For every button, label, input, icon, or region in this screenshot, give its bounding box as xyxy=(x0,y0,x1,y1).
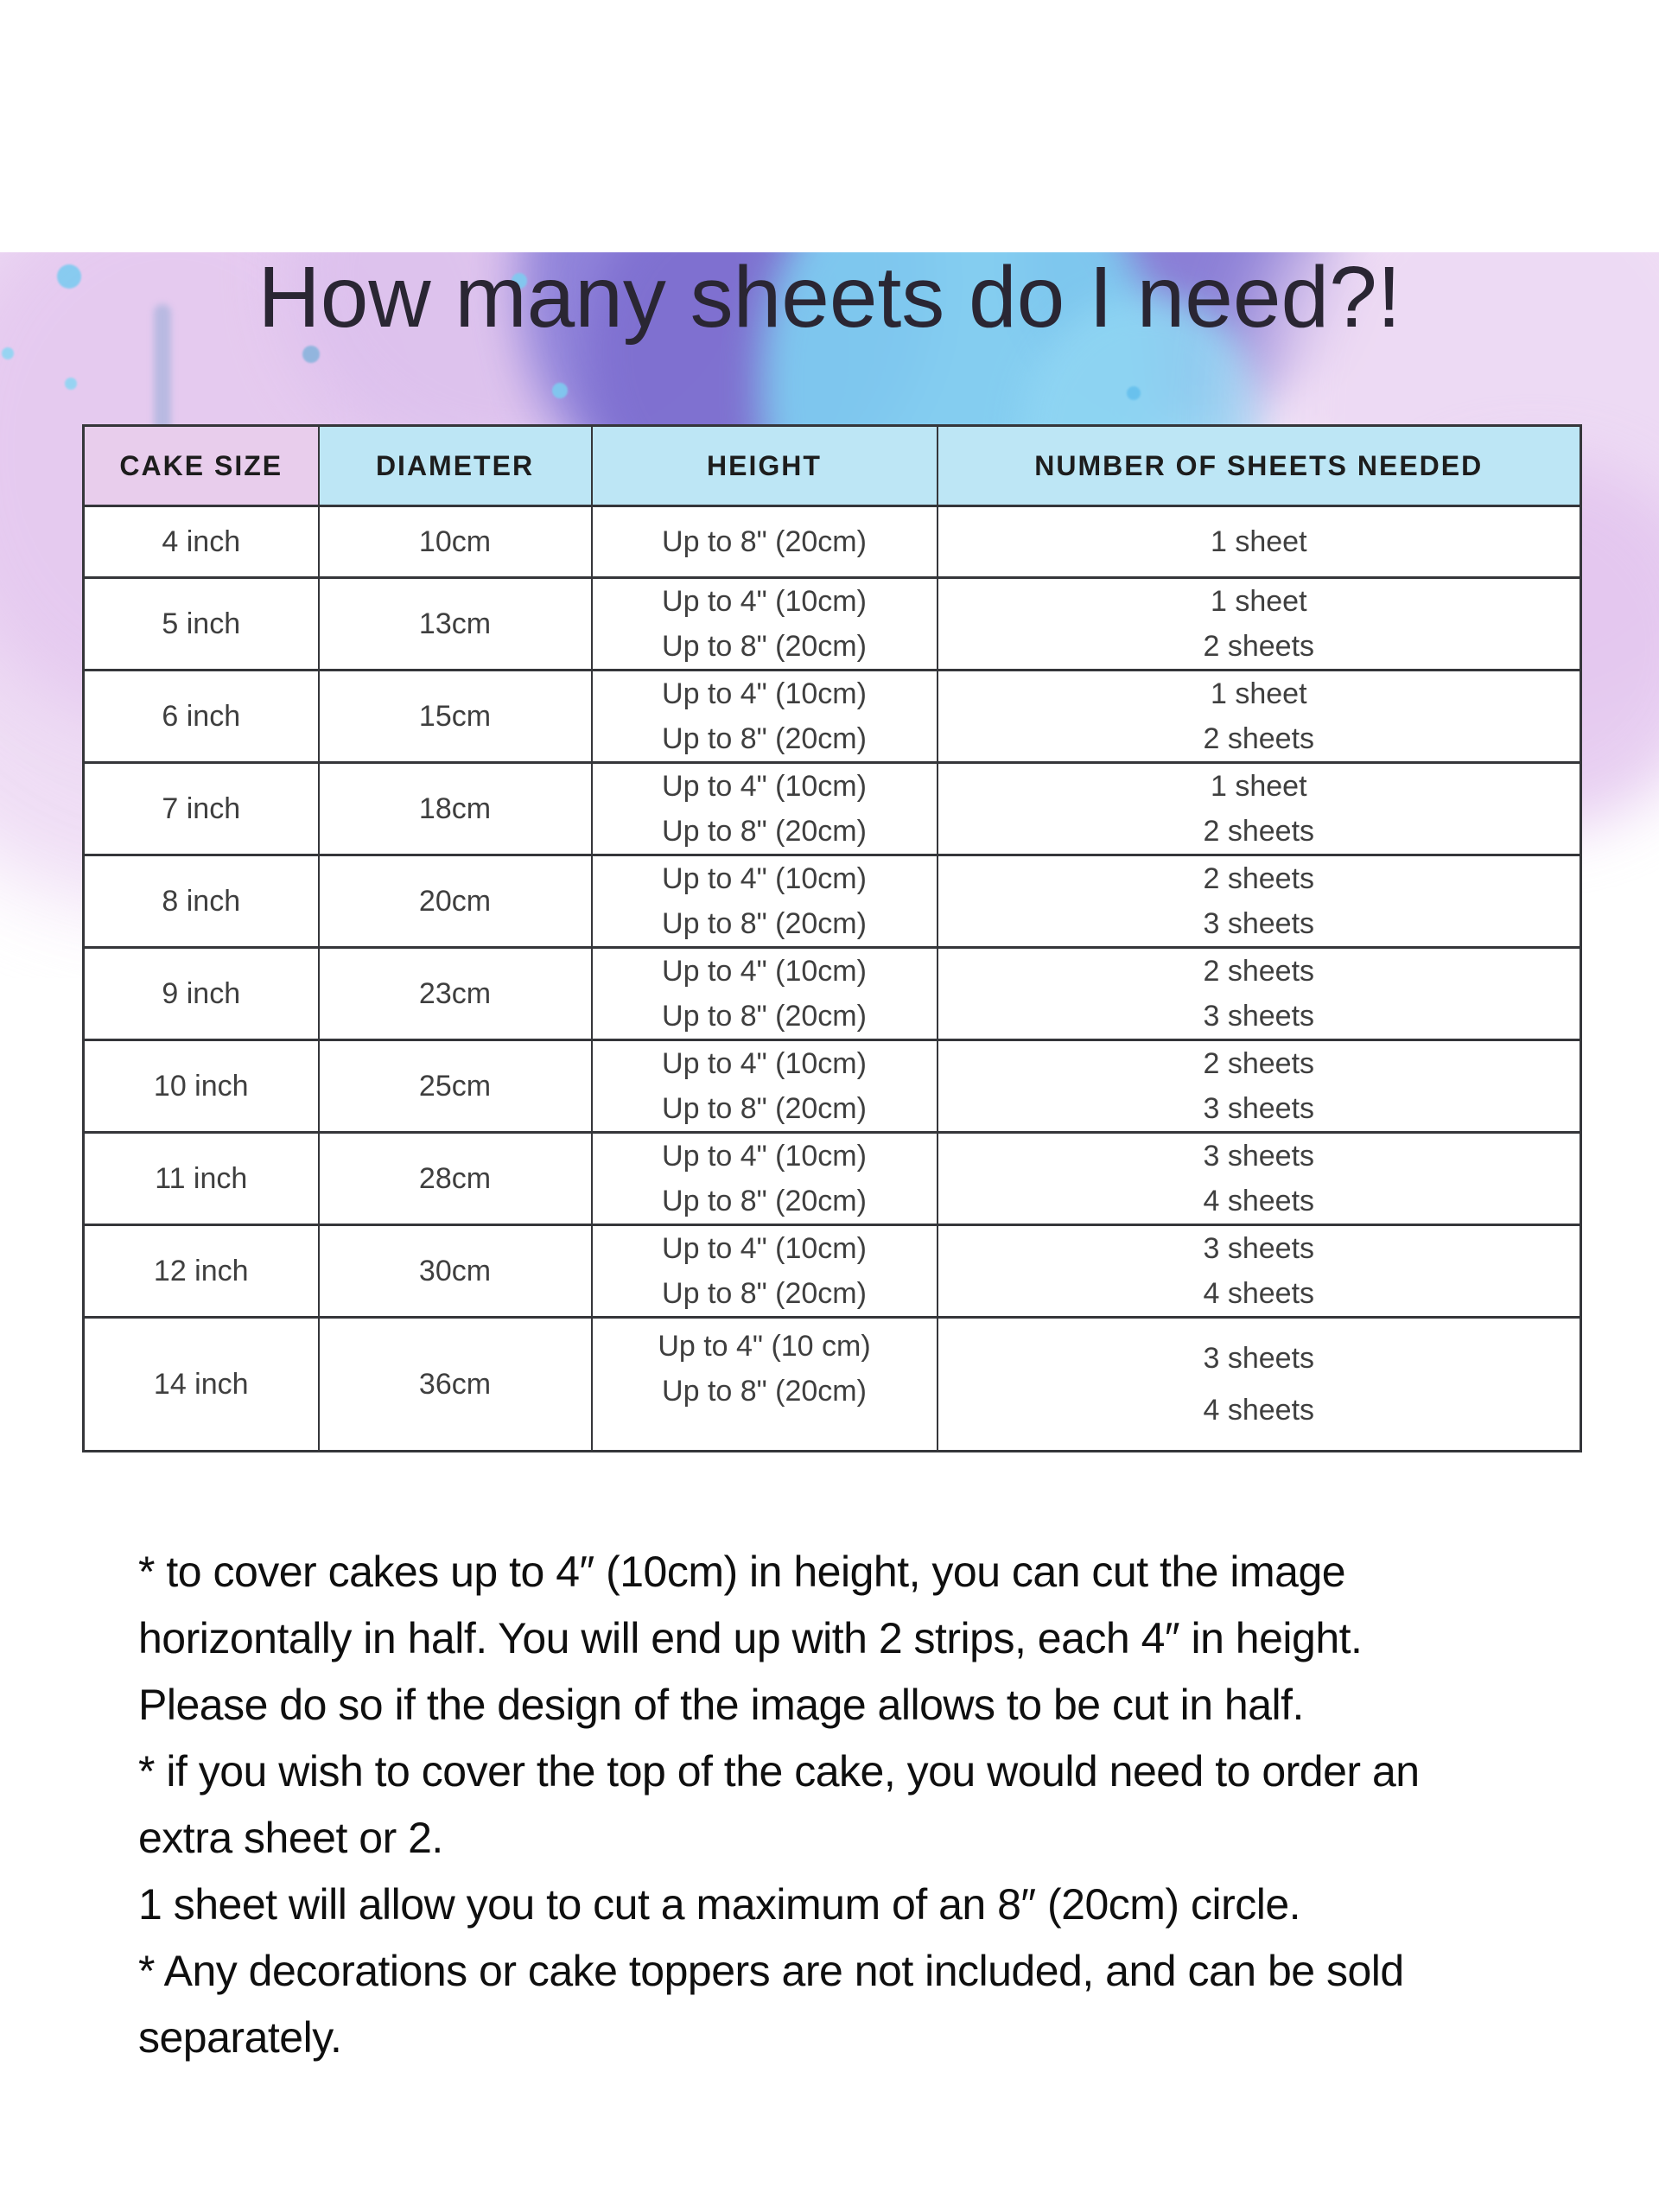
document-content xyxy=(0,249,1659,2071)
height-line: Up to 8" (20cm) xyxy=(662,815,867,848)
diameter-cell: 36cm xyxy=(319,1318,592,1452)
cake-size-cell: 14 inch xyxy=(84,1318,319,1452)
table-row xyxy=(84,1133,1581,1225)
sheets-needed-table xyxy=(82,424,1582,1452)
height-line: Up to 4" (10cm) xyxy=(662,677,867,710)
sheets-lines xyxy=(938,671,1580,761)
sheets-lines xyxy=(938,1226,1580,1316)
diameter-cell: 28cm xyxy=(319,1133,592,1225)
sheets-needed-cell xyxy=(938,578,1581,671)
note-line: horizontally in half. You will end up with 2 strips, each 4″ in height. xyxy=(138,1614,1363,1662)
height-cell xyxy=(592,1040,938,1133)
diameter-cell: 23cm xyxy=(319,948,592,1040)
height-line: Up to 4" (10cm) xyxy=(662,1232,867,1265)
height-cell xyxy=(592,1133,938,1225)
sheets-needed-cell xyxy=(938,855,1581,948)
height-cell xyxy=(592,506,938,578)
height-lines xyxy=(593,1134,937,1224)
sheets-line: 3 sheets xyxy=(1203,1092,1315,1125)
cake-size-cell: 6 inch xyxy=(84,671,319,763)
height-line: Up to 8" (20cm) xyxy=(662,1092,867,1125)
cake-size-cell: 11 inch xyxy=(84,1133,319,1225)
sheets-lines xyxy=(938,949,1580,1039)
sheets-line: 1 sheet xyxy=(1210,770,1307,803)
sheets-needed-cell xyxy=(938,671,1581,763)
table-row xyxy=(84,1225,1581,1318)
table-row xyxy=(84,763,1581,855)
note-line: * Any decorations or cake toppers are not included, and can be sold xyxy=(138,1947,1404,1995)
height-line: Up to 8" (20cm) xyxy=(662,525,867,558)
sheets-needed-cell xyxy=(938,1040,1581,1133)
sheets-line: 3 sheets xyxy=(1203,1232,1315,1265)
sheets-line: 2 sheets xyxy=(1203,630,1315,663)
height-lines xyxy=(593,1041,937,1131)
sheets-line: 2 sheets xyxy=(1203,862,1315,895)
height-line: Up to 8" (20cm) xyxy=(662,630,867,663)
height-lines xyxy=(593,671,937,761)
table-header-row xyxy=(84,426,1581,506)
header-diameter: DIAMETER xyxy=(319,426,592,506)
table-row xyxy=(84,506,1581,578)
header-sheets-needed: NUMBER OF SHEETS NEEDED xyxy=(938,426,1581,506)
height-cell xyxy=(592,1225,938,1318)
sheets-lines xyxy=(938,579,1580,669)
sheets-lines xyxy=(938,856,1580,946)
sheets-line: 3 sheets xyxy=(1203,1342,1315,1375)
sheets-lines xyxy=(938,764,1580,854)
height-line: Up to 4" (10cm) xyxy=(662,1047,867,1080)
table-row xyxy=(84,1040,1581,1133)
height-line: Up to 8" (20cm) xyxy=(662,1000,867,1033)
header-cake-size: CAKE SIZE xyxy=(84,426,319,506)
sheets-line: 4 sheets xyxy=(1203,1394,1315,1427)
height-lines xyxy=(593,579,937,669)
diameter-cell: 10cm xyxy=(319,506,592,578)
height-line: Up to 4" (10cm) xyxy=(662,585,867,618)
sheets-line: 2 sheets xyxy=(1203,722,1315,755)
sheets-lines xyxy=(938,1319,1580,1450)
sheets-lines xyxy=(938,507,1580,576)
note-line: * to cover cakes up to 4″ (10cm) in height, you can cut the image xyxy=(138,1548,1346,1596)
height-lines xyxy=(593,507,937,576)
sheets-line: 4 sheets xyxy=(1203,1277,1315,1310)
header-height: HEIGHT xyxy=(592,426,938,506)
height-line: Up to 8" (20cm) xyxy=(662,907,867,940)
height-cell xyxy=(592,1318,938,1452)
height-lines xyxy=(593,1226,937,1316)
diameter-cell: 20cm xyxy=(319,855,592,948)
height-line: Up to 4" (10cm) xyxy=(662,862,867,895)
sheets-line: 3 sheets xyxy=(1203,1000,1315,1033)
sheets-line: 3 sheets xyxy=(1203,1140,1315,1173)
diameter-cell: 18cm xyxy=(319,763,592,855)
cake-size-cell: 5 inch xyxy=(84,578,319,671)
height-line: Up to 4" (10cm) xyxy=(662,1140,867,1173)
sheets-needed-cell xyxy=(938,506,1581,578)
table-row xyxy=(84,1318,1581,1452)
cake-size-cell: 8 inch xyxy=(84,855,319,948)
cake-size-cell: 4 inch xyxy=(84,506,319,578)
cake-size-cell: 7 inch xyxy=(84,763,319,855)
height-lines xyxy=(593,1319,937,1450)
sheets-line: 1 sheet xyxy=(1210,677,1307,710)
sheets-line: 4 sheets xyxy=(1203,1185,1315,1217)
table-row xyxy=(84,671,1581,763)
sheets-needed-cell xyxy=(938,1133,1581,1225)
note-line: extra sheet or 2. xyxy=(138,1814,443,1862)
height-lines xyxy=(593,856,937,946)
note-line: * if you wish to cover the top of the cake, you would need to order an xyxy=(138,1747,1420,1796)
sheets-line: 2 sheets xyxy=(1203,955,1315,988)
height-cell xyxy=(592,855,938,948)
diameter-cell: 13cm xyxy=(319,578,592,671)
height-lines xyxy=(593,764,937,854)
height-cell xyxy=(592,671,938,763)
sheets-line: 3 sheets xyxy=(1203,907,1315,940)
sheets-line: 2 sheets xyxy=(1203,1047,1315,1080)
sheets-lines xyxy=(938,1041,1580,1131)
table-row xyxy=(84,855,1581,948)
note-line: 1 sheet will allow you to cut a maximum of an 8″ (20cm) circle. xyxy=(138,1880,1301,1929)
note-line: separately. xyxy=(138,2013,342,2062)
height-line: Up to 8" (20cm) xyxy=(662,1277,867,1310)
height-line: Up to 4" (10cm) xyxy=(662,955,867,988)
footnotes xyxy=(138,1539,1659,2071)
cake-size-cell: 9 inch xyxy=(84,948,319,1040)
note-line: Please do so if the design of the image allows to be cut in half. xyxy=(138,1681,1304,1729)
cake-size-cell: 10 inch xyxy=(84,1040,319,1133)
sheets-line: 1 sheet xyxy=(1210,585,1307,618)
sheets-needed-cell xyxy=(938,1225,1581,1318)
height-line: Up to 8" (20cm) xyxy=(662,722,867,755)
table-row xyxy=(84,948,1581,1040)
sheets-needed-cell xyxy=(938,948,1581,1040)
height-line: Up to 8" (20cm) xyxy=(662,1375,867,1408)
sheets-needed-cell xyxy=(938,763,1581,855)
sheets-lines xyxy=(938,1134,1580,1224)
height-line: Up to 8" (20cm) xyxy=(662,1185,867,1217)
height-lines xyxy=(593,949,937,1039)
diameter-cell: 30cm xyxy=(319,1225,592,1318)
diameter-cell: 15cm xyxy=(319,671,592,763)
height-cell xyxy=(592,578,938,671)
sheets-needed-cell xyxy=(938,1318,1581,1452)
height-cell xyxy=(592,948,938,1040)
page-title: How many sheets do I need?! xyxy=(257,249,1402,346)
cake-size-cell: 12 inch xyxy=(84,1225,319,1318)
height-line: Up to 4" (10 cm) xyxy=(658,1330,871,1363)
sheets-line: 2 sheets xyxy=(1203,815,1315,848)
height-cell xyxy=(592,763,938,855)
sheets-line: 1 sheet xyxy=(1210,525,1307,558)
diameter-cell: 25cm xyxy=(319,1040,592,1133)
height-line: Up to 4" (10cm) xyxy=(662,770,867,803)
table-row xyxy=(84,578,1581,671)
